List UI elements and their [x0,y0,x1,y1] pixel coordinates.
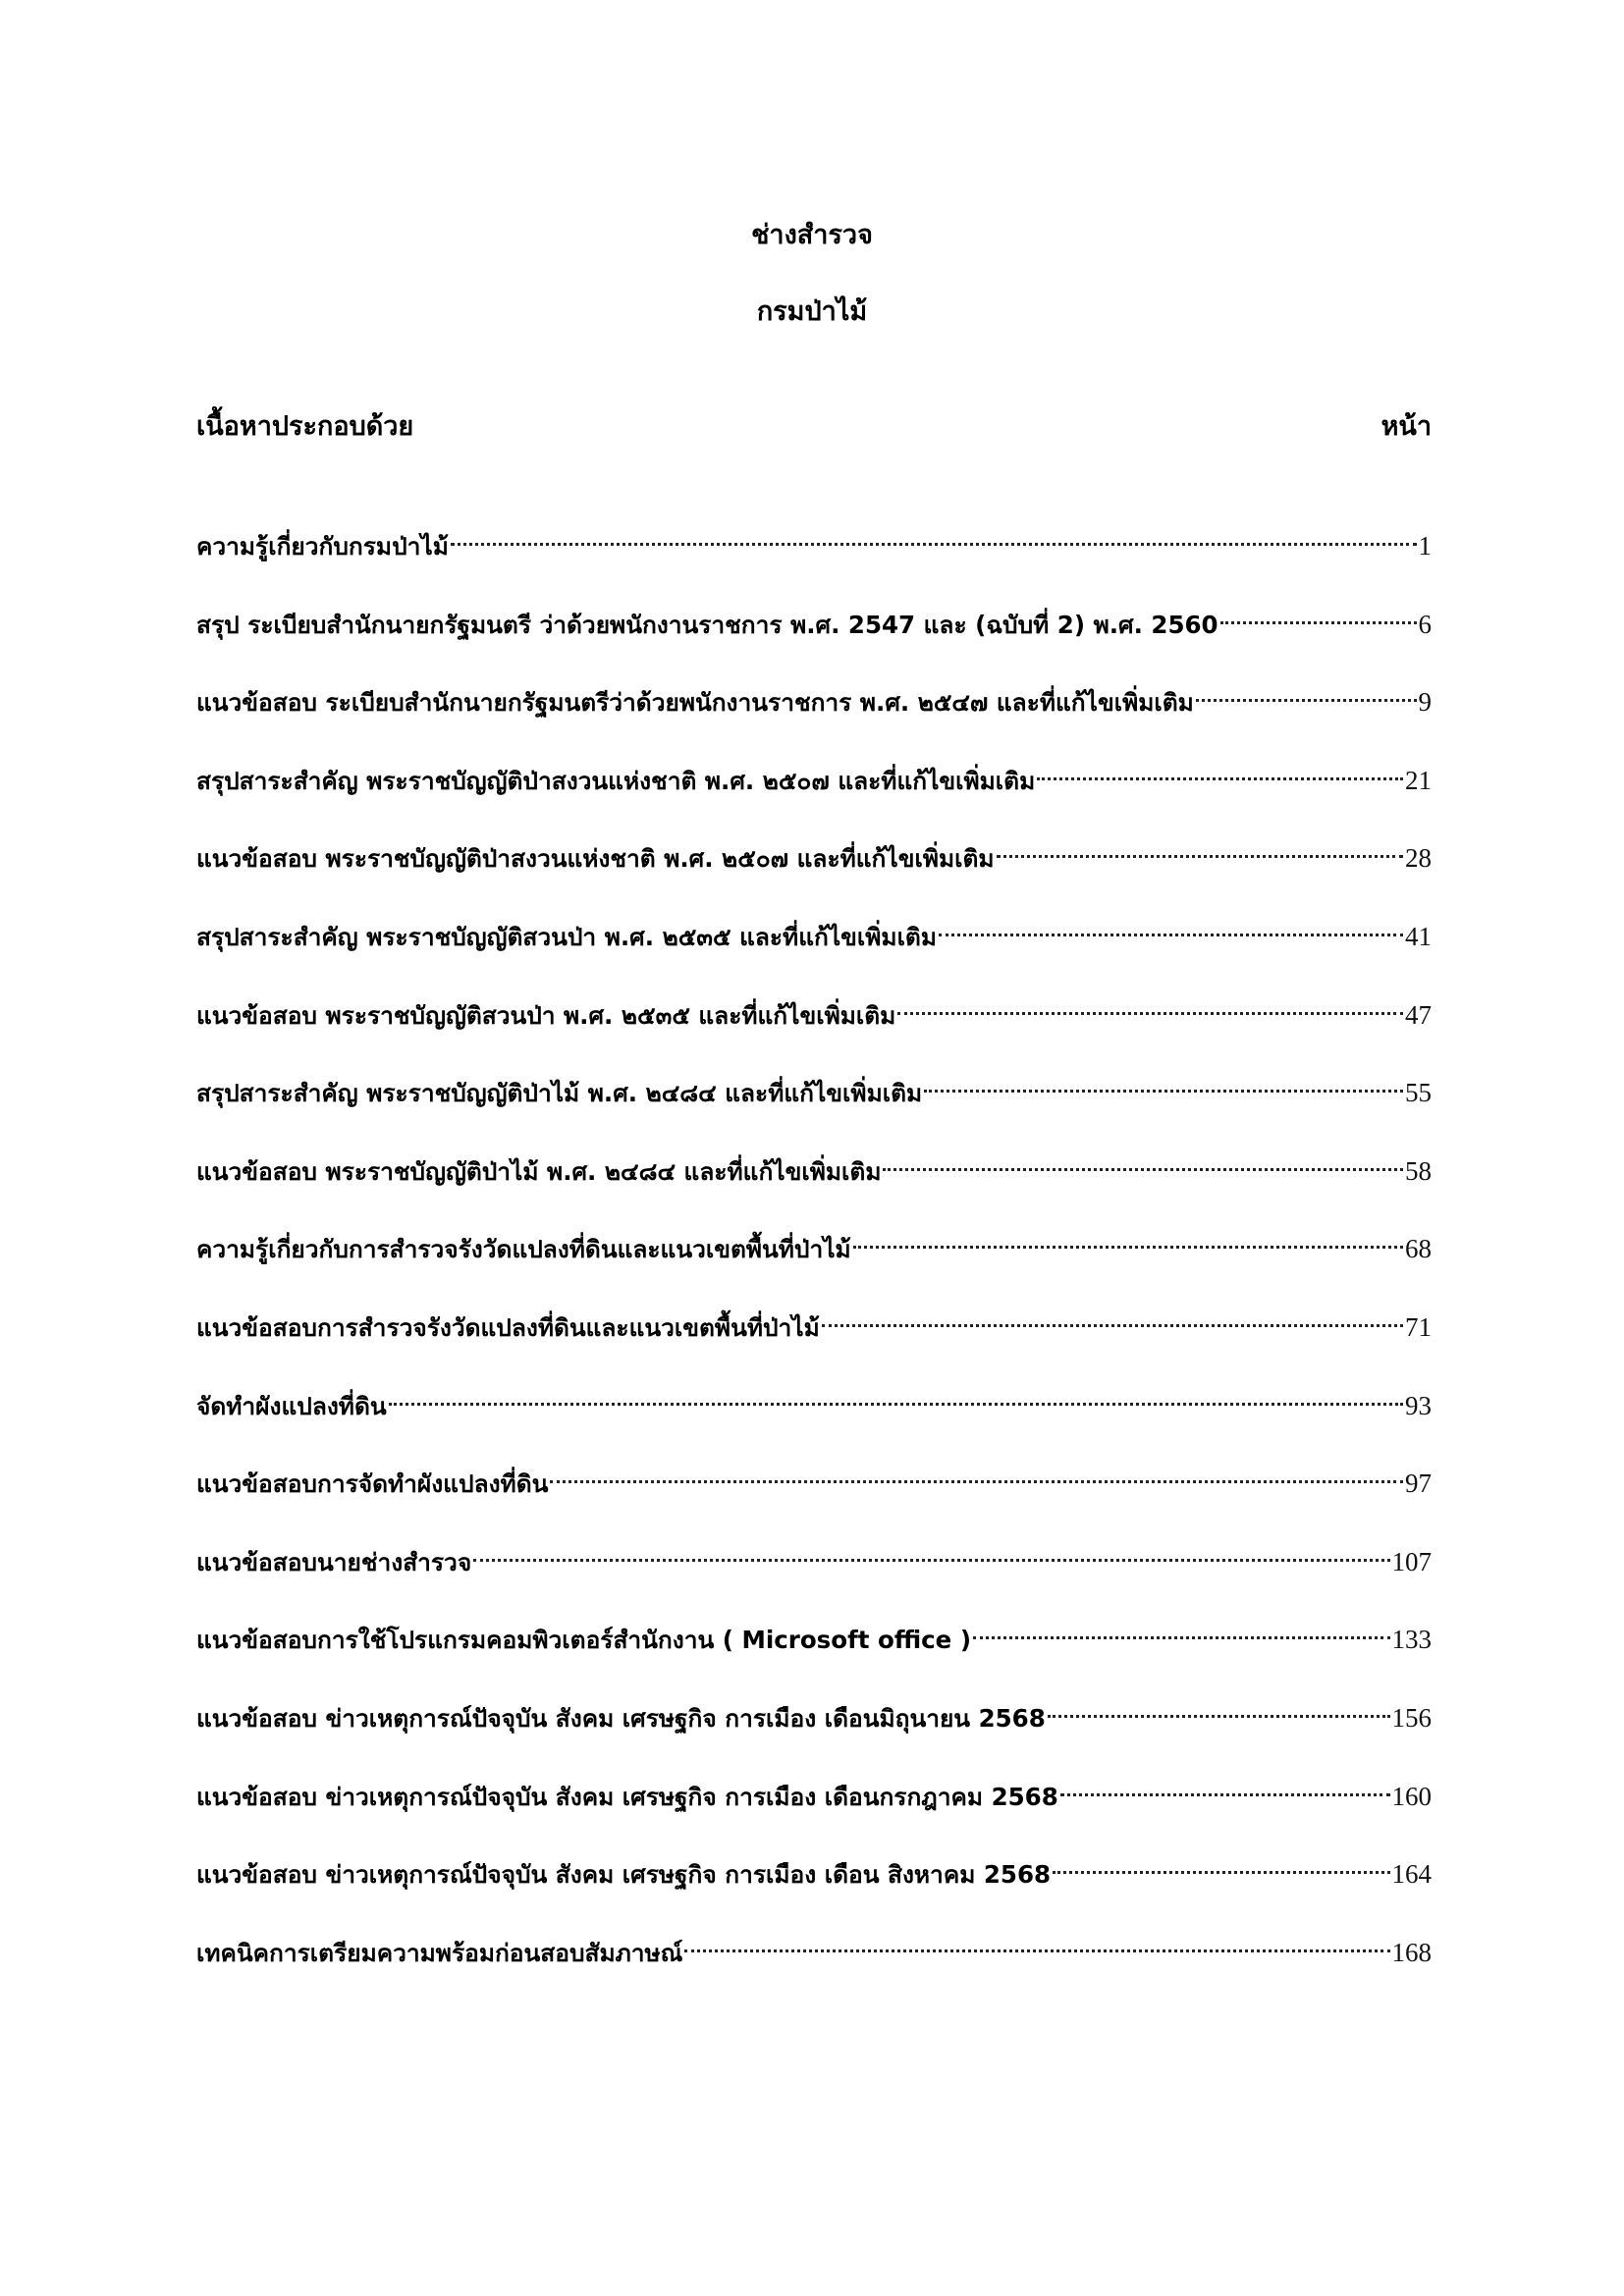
toc-entry-page: 1 [1418,531,1432,561]
dot-leader [853,1218,1403,1257]
toc-entry[interactable] [196,1218,1432,1297]
toc-entry-label: แนวข้อสอบนายช่างสำรวจ [196,1547,472,1576]
toc-entry-page: 107 [1391,1546,1432,1576]
toc-entry-label: สรุปสาระสำคัญ พระราชบัญญัติสวนป่า พ.ศ. ๒๕๓๕ และที่แก้ไขเพิ่มเติม [196,922,937,951]
toc-header [196,407,1432,447]
dot-leader [1053,1843,1389,1883]
toc-entry[interactable] [196,1922,1432,2001]
toc-entry-page: 58 [1405,1155,1432,1186]
toc-entry[interactable] [196,1297,1432,1375]
toc-header-page-label: หน้า [1380,411,1432,442]
toc-entry-label: สรุปสาระสำคัญ พระราชบัญญัติป่าสงวนแห่งชาติ พ.ศ. ๒๕๐๗ และที่แก้ไขเพิ่มเติม [196,766,1036,795]
dot-leader [473,1531,1389,1571]
toc-entry-page: 160 [1391,1781,1432,1811]
toc-entry[interactable] [196,1453,1432,1531]
dot-leader [973,1609,1389,1648]
toc-entry-page: 68 [1405,1234,1432,1264]
toc-entry-page: 47 [1405,999,1432,1030]
toc-entry-page: 133 [1391,1625,1432,1655]
toc-entry[interactable] [196,985,1432,1063]
toc-entry[interactable] [196,828,1432,906]
toc-entry[interactable] [196,906,1432,985]
dot-leader [1060,1766,1390,1805]
toc-entry-label: แนวข้อสอบ ข่าวเหตุการณ์ปัจจุบัน สังคม เศรษฐกิจ การเมือง เดือนมิถุนายน 2568 [196,1703,1046,1733]
toc-entry[interactable] [196,1843,1432,1922]
toc-entry-label: จัดทำผังแปลงที่ดิน [196,1391,387,1420]
dot-leader [997,828,1403,867]
toc-entry-label: แนวข้อสอบ ข่าวเหตุการณ์ปัจจุบัน สังคม เศรษฐกิจ การเมือง เดือนกรกฎาคม 2568 [196,1782,1058,1811]
toc-entry[interactable] [196,1375,1432,1454]
toc-entry-page: 97 [1405,1468,1432,1499]
toc-entry-page: 9 [1418,687,1432,718]
toc-entry[interactable] [196,1687,1432,1766]
dot-leader [822,1297,1403,1336]
toc-entry-page: 6 [1418,609,1432,639]
toc-entry-label: แนวข้อสอบ ระเบียบสำนักนายกรัฐมนตรีว่าด้วยพนักงานราชการ พ.ศ. ๒๕๔๗ และที่แก้ไขเพิ่มเติม [196,688,1194,718]
toc-entry[interactable] [196,1531,1432,1610]
toc-entry[interactable] [196,1766,1432,1844]
dot-leader [1196,671,1417,711]
toc-entry-label: แนวข้อสอบ พระราชบัญญัติสวนป่า พ.ศ. ๒๕๓๕ และที่แก้ไขเพิ่มเติม [196,1000,896,1030]
toc-entry-label: แนวข้อสอบการสำรวจรังวัดแปลงที่ดินและแนวเขตพื้นที่ป่าไม้ [196,1312,820,1342]
toc-entry[interactable] [196,1609,1432,1687]
document-title: ช่างสำรวจ [751,220,873,250]
toc-entry-label: สรุป ระเบียบสำนักนายกรัฐมนตรี ว่าด้วยพนักงานราชการ พ.ศ. 2547 และ (ฉบับที่ 2) พ.ศ. 2560 [196,610,1218,639]
toc-entry-page: 41 [1405,921,1432,951]
toc-entry-page: 168 [1391,1937,1432,1967]
toc-entry-label: สรุปสาระสำคัญ พระราชบัญญัติป่าไม้ พ.ศ. ๒๔๘๔ และที่แก้ไขเพิ่มเติม [196,1079,923,1108]
toc-entry-page: 28 [1405,843,1432,874]
dot-leader [1048,1687,1390,1727]
dot-leader [1220,594,1417,633]
toc-entry[interactable] [196,671,1432,750]
dot-leader [883,1141,1403,1180]
toc-entry-label: แนวข้อสอบ ข่าวเหตุการณ์ปัจจุบัน สังคม เศรษฐกิจ การเมือง เดือน สิงหาคม 2568 [196,1860,1052,1890]
toc-entry-page: 55 [1405,1078,1432,1108]
dot-leader [924,1062,1403,1101]
toc-entry-page: 21 [1405,765,1432,795]
toc-entry-label: แนวข้อสอบการใช้โปรแกรมคอมพิวเตอร์สำนักงาน ( Microsoft office ) [196,1626,972,1655]
toc-entry-page: 164 [1391,1859,1432,1890]
toc-entry[interactable] [196,515,1432,594]
toc-entry[interactable] [196,1141,1432,1219]
toc-entry-label: แนวข้อสอบ พระราชบัญญัติป่าสงวนแห่งชาติ พ.ศ. ๒๕๐๗ และที่แก้ไขเพิ่มเติม [196,844,995,874]
toc-entry-page: 93 [1405,1390,1432,1420]
dot-leader [389,1375,1403,1415]
toc-entry-label: ความรู้เกี่ยวกับการสำรวจรังวัดแปลงที่ดินและแนวเขตพื้นที่ป่าไม้ [196,1235,851,1264]
toc-entry[interactable] [196,1062,1432,1141]
toc-entry-label: ความรู้เกี่ยวกับกรมป่าไม้ [196,532,449,561]
document-subtitle: กรมป่าไม้ [756,296,868,327]
dot-leader [451,515,1417,555]
toc-entry[interactable] [196,750,1432,828]
toc-entry-label: แนวข้อสอบ พระราชบัญญัติป่าไม้ พ.ศ. ๒๔๘๔ และที่แก้ไขเพิ่มเติม [196,1156,882,1186]
toc-entry-label: แนวข้อสอบการจัดทำผังแปลงที่ดิน [196,1469,549,1499]
toc-entry[interactable] [196,594,1432,672]
toc-entry-page: 156 [1391,1702,1432,1733]
toc-entry-page: 71 [1405,1311,1432,1342]
dot-leader [1037,750,1403,789]
dot-leader [897,985,1403,1024]
dot-leader [939,906,1403,945]
toc-entry-label: เทคนิคการเตรียมความพร้อมก่อนสอบสัมภาษณ์ [196,1938,683,1967]
toc-header-label: เนื้อหาประกอบด้วย [196,411,414,442]
table-of-contents [196,515,1432,2000]
dot-leader [684,1922,1389,1961]
dot-leader [550,1453,1403,1492]
